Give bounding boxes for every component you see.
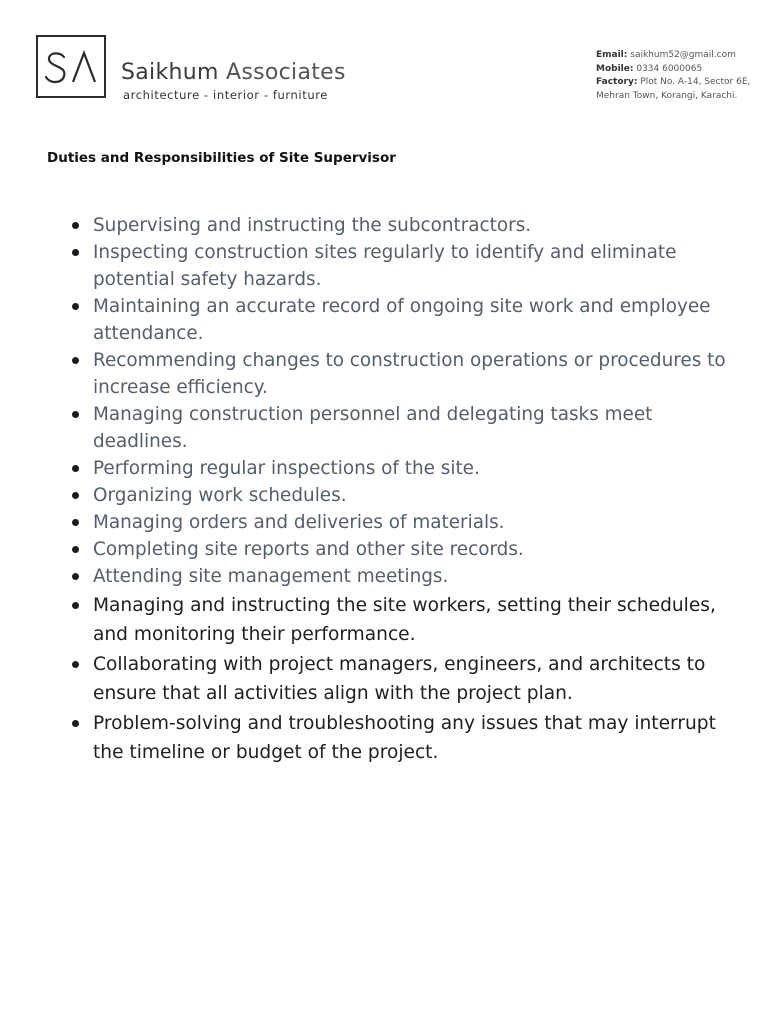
duty-text: Managing orders and deliveries of materials. [93, 512, 505, 533]
bullet-icon [72, 602, 79, 609]
bullet-icon [72, 546, 79, 553]
duty-text: Completing site reports and other site records. [93, 539, 524, 560]
company-logo [36, 35, 106, 98]
list-item [68, 482, 728, 509]
list-item [68, 509, 728, 536]
list-item [68, 563, 728, 590]
list-item [68, 455, 728, 482]
contact-block [596, 49, 756, 103]
duty-text: Collaborating with project managers, engineers, and architects to ensure that all activities align with the project plan. [93, 654, 706, 704]
bullet-icon [72, 249, 79, 256]
bullet-icon [72, 411, 79, 418]
firm-name [121, 60, 346, 85]
duty-text: Organizing work schedules. [93, 485, 347, 506]
mobile-value: 0334 6000065 [636, 63, 703, 74]
duty-text: Supervising and instructing the subcontractors. [93, 215, 532, 236]
mobile-label: Mobile: [596, 63, 634, 74]
email-line [596, 49, 756, 63]
firm-tagline: architecture - interior - furniture [123, 88, 328, 102]
factory-line [596, 76, 756, 90]
email-value: saikhum52@gmail.com [630, 50, 736, 60]
document-title: Duties and Responsibilities of Site Supervisor [47, 150, 396, 166]
letterhead [0, 0, 768, 120]
list-item [68, 239, 728, 293]
list-item [68, 536, 728, 563]
bullet-icon [72, 357, 79, 364]
bullet-icon [72, 303, 79, 310]
bullet-icon [72, 573, 79, 580]
factory-label: Factory: [596, 77, 638, 87]
list-item [68, 212, 728, 239]
list-item [68, 591, 728, 649]
bullet-icon [72, 222, 79, 229]
firm-name-first: Saikhum [121, 60, 219, 85]
list-item [68, 650, 728, 708]
bullet-icon [72, 465, 79, 472]
duty-text: Performing regular inspections of the site. [93, 458, 480, 479]
sa-logo-icon [38, 37, 104, 96]
duty-text: Attending site management meetings. [93, 566, 449, 587]
list-item [68, 347, 728, 401]
list-item [68, 293, 728, 347]
duty-text: Problem-solving and troubleshooting any issues that may interrupt the timeline or budget of the project. [93, 713, 716, 763]
duty-text: Maintaining an accurate record of ongoing site work and employee attendance. [93, 296, 711, 344]
duty-text: Inspecting construction sites regularly to identify and eliminate potential safety hazards. [93, 242, 677, 290]
duty-text: Managing construction personnel and delegating tasks meet deadlines. [93, 404, 653, 452]
mobile-line [596, 63, 756, 77]
email-label: Email: [596, 50, 628, 60]
duty-text: Recommending changes to construction operations or procedures to increase efficiency. [93, 350, 726, 398]
factory-address-line2: Mehran Town, Korangi, Karachi. [596, 90, 738, 101]
bullet-icon [72, 519, 79, 526]
duty-text: Managing and instructing the site workers, setting their schedules, and monitoring their performance. [93, 595, 716, 645]
duties-list [68, 212, 728, 767]
firm-name-second: Associates [226, 60, 346, 85]
bullet-icon [72, 661, 79, 668]
bullet-icon [72, 492, 79, 499]
list-item [68, 401, 728, 455]
list-item [68, 709, 728, 767]
bullet-icon [72, 720, 79, 727]
factory-address-line1: Plot No. A-14, Sector 6E, [640, 77, 751, 87]
